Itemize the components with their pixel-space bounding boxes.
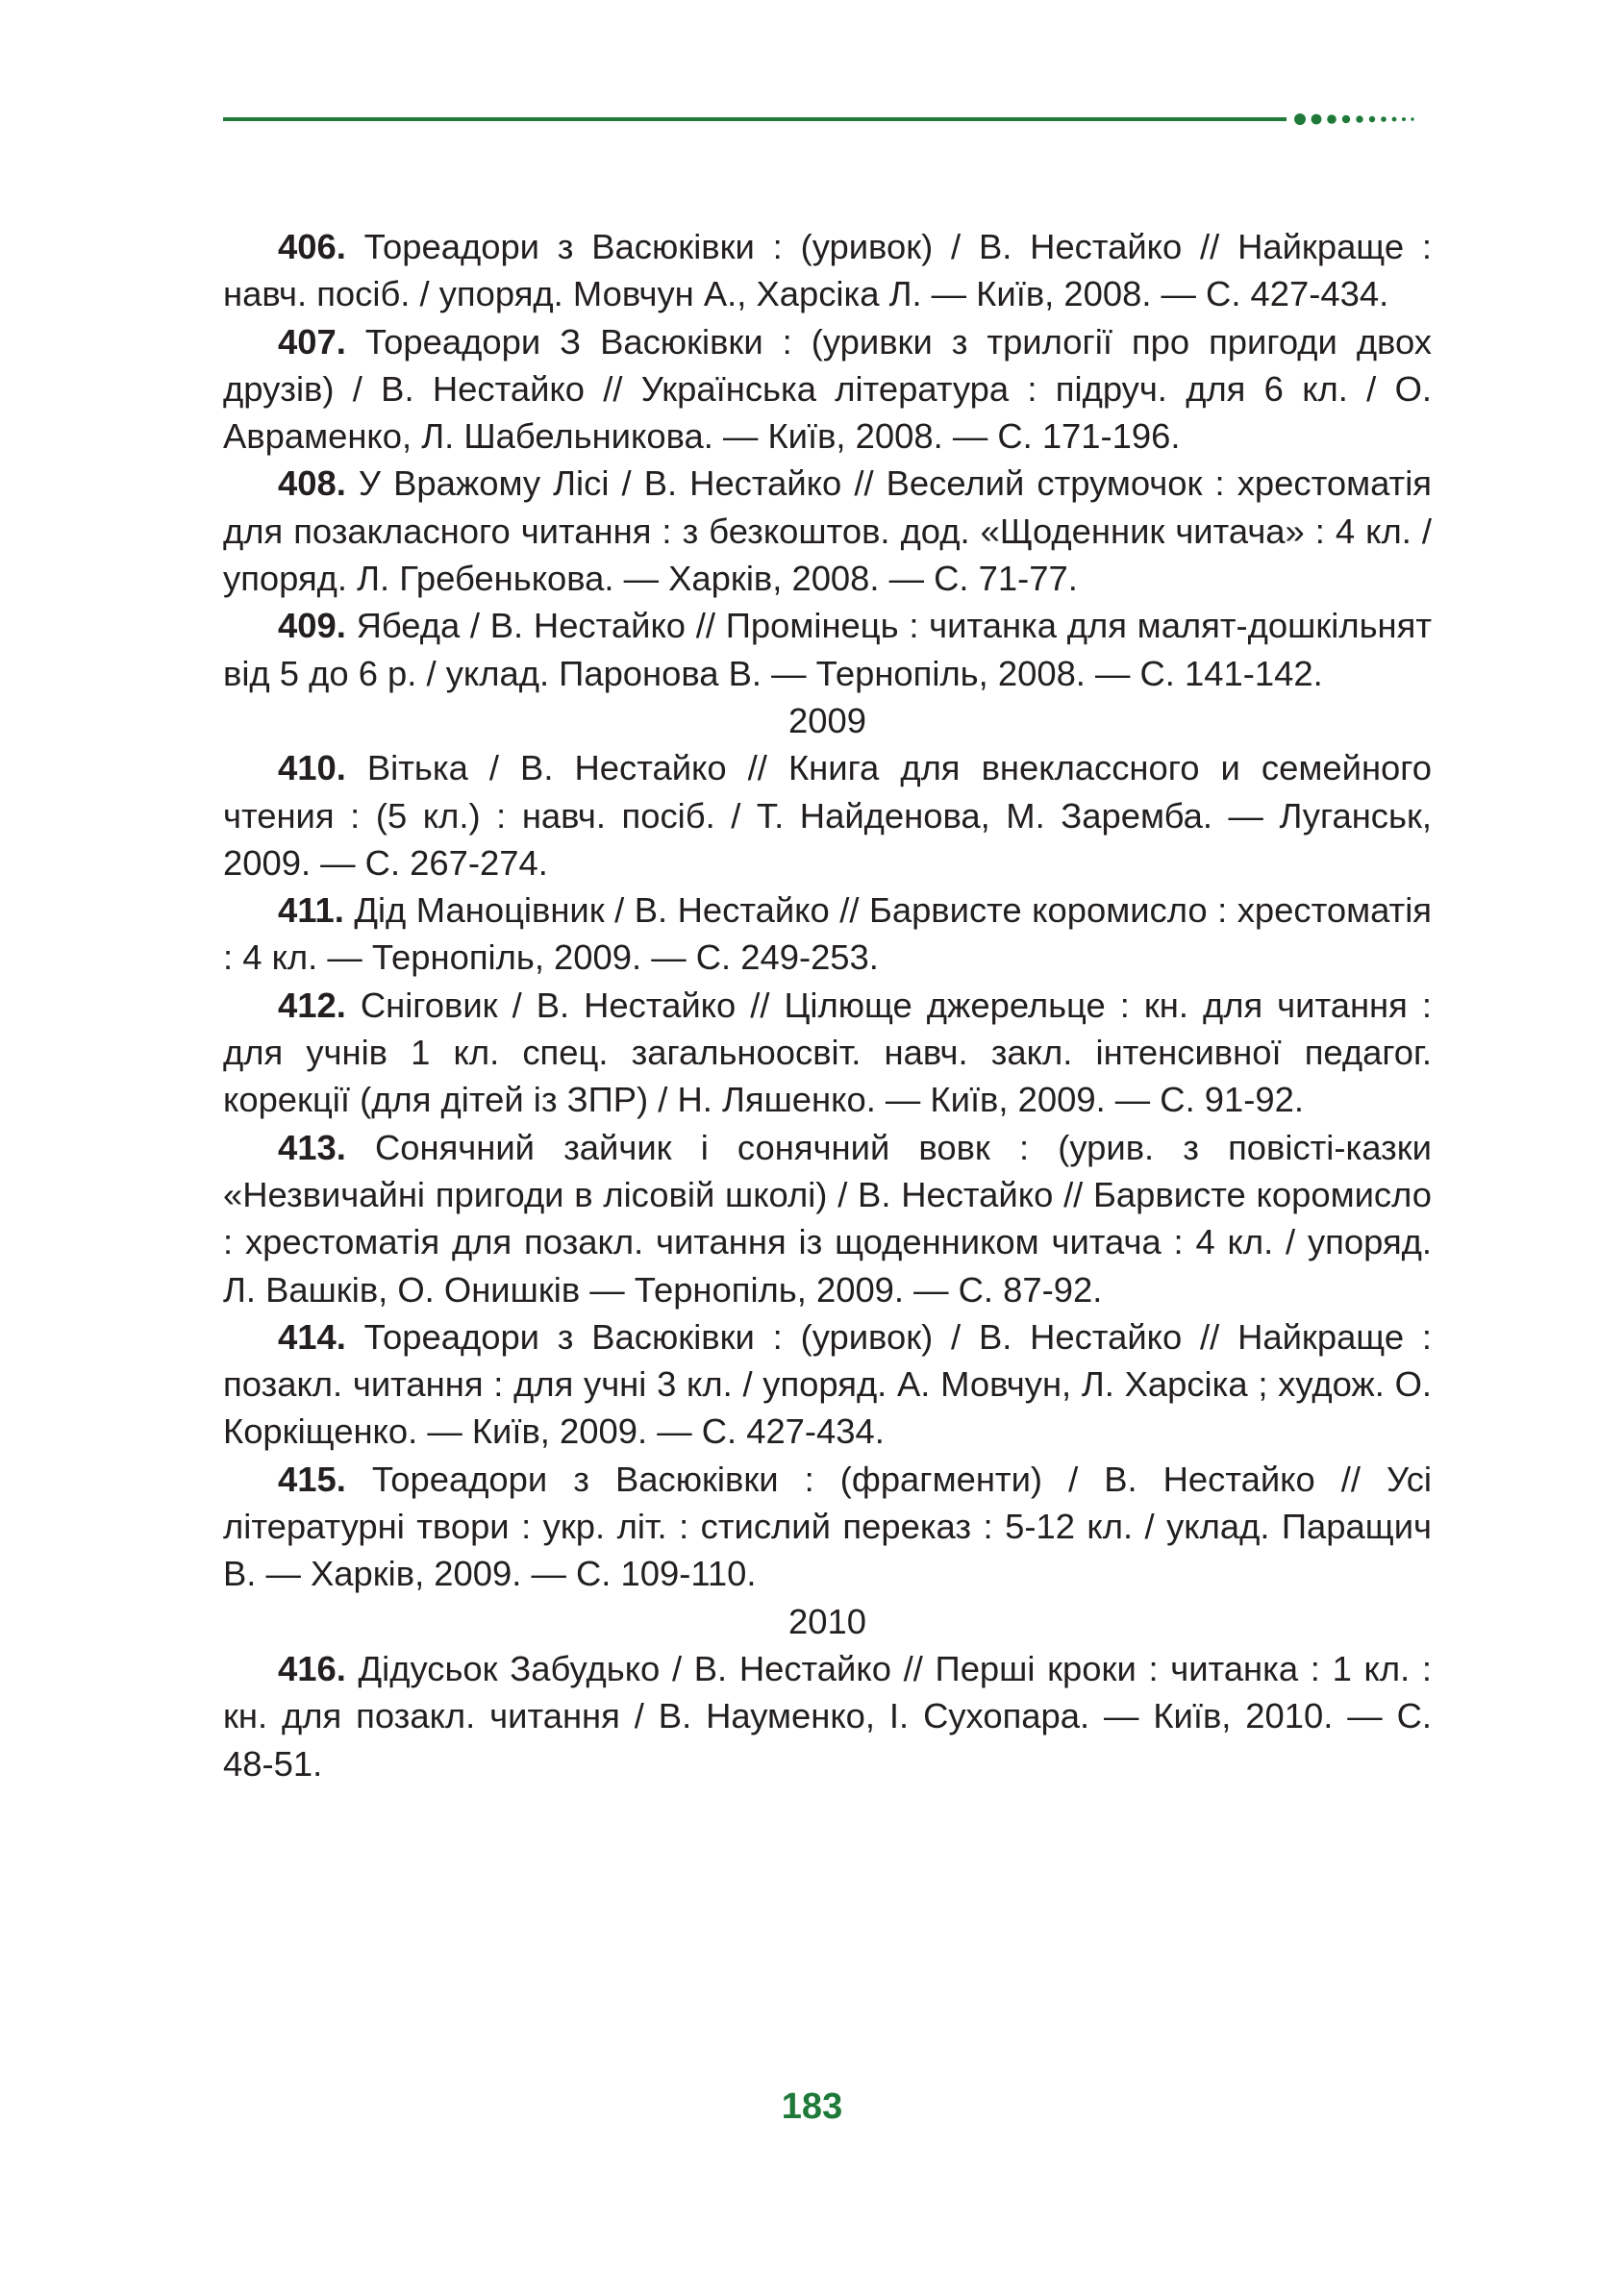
- entry-text: Ябеда / В. Нестайко // Промінець : читанка для малят-дошкільнят від 5 до 6 р. / уклад. Паронова В. — Тернопіль, 2008. — С. 141-142.: [223, 606, 1432, 693]
- entry-number: 414.: [278, 1316, 346, 1357]
- entry-text: Сніговик / В. Нестайко // Цілюще джерельце : кн. для читання : для учнів 1 кл. спец. загальноосвіт. навч. закл. інтенсивної педагог. корекції (для дітей із ЗПР) / Н. Ляшенко. — Київ, 2009. — С. 91-92.: [223, 985, 1432, 1120]
- bibliography-entry: [223, 982, 1432, 1124]
- entry-number: 412.: [278, 985, 346, 1025]
- year-heading: 2009: [788, 700, 866, 740]
- bibliography-entry: [223, 886, 1432, 982]
- entry-number: 406.: [278, 227, 346, 266]
- bibliography-entry: [223, 1645, 1432, 1787]
- entry-number: 410.: [278, 748, 346, 788]
- entry-number: 411.: [278, 890, 344, 931]
- entry-text: Вітька / В. Нестайко // Книга для внеклассного и семейного чтения : (5 кл.) : навч. посіб. / Т. Найденова, М. Заремба. — Луганськ, 2009. — С. 267-274.: [223, 748, 1432, 883]
- entry-number: 415.: [278, 1459, 346, 1499]
- entry-number: 409.: [278, 606, 346, 646]
- bibliography-entry: [223, 1456, 1432, 1598]
- entry-text: Тореадори з Васюківки : (уривок) / В. Нестайко // Найкраще : навч. посіб. / упоряд. Мовчун А., Харсіка Л. — Київ, 2008. — С. 427-434.: [223, 227, 1432, 314]
- bibliography-entry: [223, 602, 1432, 697]
- bibliography-entry: [223, 223, 1432, 318]
- bibliography-list: [223, 223, 1432, 1787]
- entry-text: Сонячний зайчик і сонячний вовк : (урив. з повісті-казки «Незвичайні пригоди в лісовій школі) / В. Нестайко // Барвисте коромисло : хрестоматія для позакл. читання із щоденником читача : 4 кл. / упоряд. Л. Вашків, О. Онишків — Тернопіль, 2009. — С. 87-92.: [223, 1127, 1432, 1310]
- header-dots: [1292, 112, 1437, 127]
- entry-text: Тореадори З Васюківки : (уривки з трилогії про пригоди двох друзів) / В. Нестайко // Українська література : підруч. для 6 кл. / О. Авраменко, Л. Шабельникова. — Київ, 2008. — С. 171-196.: [223, 321, 1432, 457]
- bibliography-entry: [223, 1124, 1432, 1313]
- year-heading: 2010: [788, 1601, 866, 1641]
- entry-text: Дідусьок Забудько / В. Нестайко // Перші кроки : читанка : 1 кл. : кн. для позакл. читання / В. Науменко, І. Сухопара. — Київ, 2010. — С. 48-51.: [223, 1648, 1432, 1784]
- bibliography-entry: [223, 1313, 1432, 1456]
- bibliography-entry: [223, 318, 1432, 461]
- entry-number: 407.: [278, 321, 346, 362]
- bibliography-entry: [223, 460, 1432, 602]
- entry-number: 413.: [278, 1127, 346, 1167]
- entry-text: Тореадори з Васюківки : (уривок) / В. Нестайко // Найкраще : позакл. читання : для учні 3 кл. / упоряд. А. Мовчун, Л. Харсіка ; худож. О. Коркіщенко. — Київ, 2009. — С. 427-434.: [223, 1316, 1432, 1452]
- header-rule: [223, 117, 1287, 121]
- entry-text: У Вражому Лісі / В. Нестайко // Веселий струмочок : хрестоматія для позакласного читання : з безкоштов. дод. «Щоденник читача» : 4 кл. / упоряд. Л. Гребенькова. — Харків, 2008. — С. 71-77.: [223, 463, 1432, 599]
- entry-text: Тореадори з Васюківки : (фрагменти) / В. Нестайко // Усі літературні твори : укр. літ. : стислий переказ : 5-12 кл. / уклад. Паращич В. — Харків, 2009. — С. 109-110.: [223, 1459, 1432, 1594]
- bibliography-entry: [223, 744, 1432, 886]
- entry-text: Дід Маноцівник / В. Нестайко // Барвисте коромисло : хрестоматія : 4 кл. — Тернопіль, 2009. — С. 249-253.: [223, 890, 1432, 978]
- entry-number: 416.: [278, 1648, 346, 1688]
- entry-number: 408.: [278, 463, 346, 504]
- page-number: 183: [781, 2086, 843, 2127]
